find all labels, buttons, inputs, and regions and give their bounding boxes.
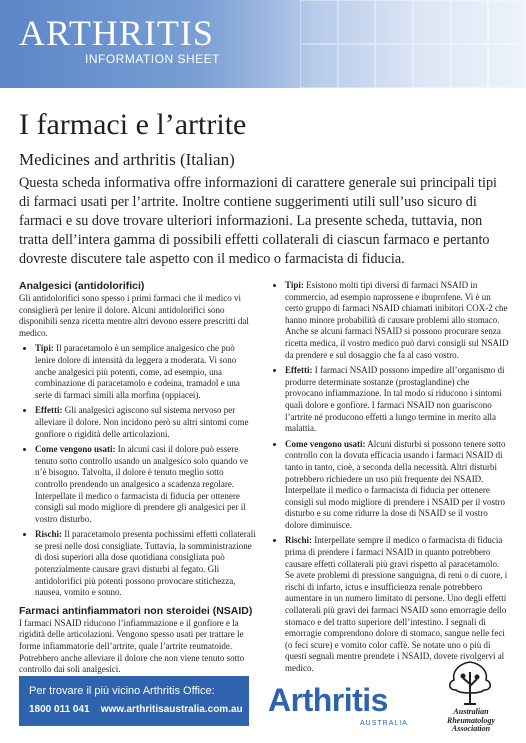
list-item: • Effetti: I farmaci NSAID possono impedire all’organismo di produrre determinate sostanze (prostaglandine) che provocano infiammazione. In tal modo si riducono i sintomi quali dolore e gonfiore. I farmaci NSAID non guariscono l’artrite né producono effetti a lungo termine in merito alla malattia. bbox=[285, 365, 509, 435]
list-item: • Tipi: Il paracetamolo è un semplice analgesico che può lenire dolore di intensità da leggera a moderata. Vi sono anche analgesici più potenti, come, ad esempio, una combinazione di paracetamolo e codeina, tramadol e una serie di farmaci simili alla morfina (oppiacei). bbox=[35, 343, 257, 401]
right-column bbox=[269, 280, 509, 681]
list-item: • Effetti: Gli analgesici agiscono sul sistema nervoso per alleviare il dolore. Non incidono però su altri sintomi come gonfiore o rigidità delle articolazioni. bbox=[35, 405, 257, 440]
tree-figure-icon bbox=[430, 658, 510, 708]
intro-paragraph: Questa scheda informativa offre informazioni di carattere generale sui principali tipi di farmaci usati per l’artrite. Inoltre contiene suggerimenti utili sull’uso sicuro di farmaci e su dove trovare ulteriori informazioni. La presente scheda, tuttavia, non tratta dell’intera gamma di possibili effetti collaterali di ciascun farmaco e pertanto dovreste discutere tale aspetto con il medico o farmacista di fiducia. bbox=[19, 175, 497, 267]
sheet-label: INFORMATION SHEET bbox=[85, 52, 220, 66]
left-column bbox=[19, 280, 257, 680]
arthritis-australia-logo bbox=[268, 682, 408, 732]
list-item: • Come vengono usati: In alcuni casi il dolore può essere tenuto sotto controllo usando un analgesico solo quando ve n’è bisogno. Talvolta, il dolore è tenuto meglio sotto controllo prendendo un analgesico a scadenza regolare. Interpellate il medico o farmacista di fiducia per ottenere consigli sul modo migliore di prendere gli analgesici per il vostro disturbo. bbox=[35, 444, 257, 525]
section-heading-nsaid: Farmaci antinfiammatori non steroidei (NSAID) bbox=[19, 604, 253, 617]
banner-tile-pattern bbox=[300, 0, 526, 88]
analgesics-bullets bbox=[19, 343, 257, 598]
logo-word: Arthritis bbox=[268, 682, 388, 718]
list-item: • Tipi: Esistono molti tipi diversi di farmaci NSAID in commercio, ad esempio naprossene e ibuprofene. Vi è un certo gruppo di farmaci NSAID chiamati inibitori COX-2 che hanno minore probabilità di causare problemi allo stomaco. Anche se alcuni farmaci NSAID si possono procurare senza ricetta medica, il vostro medico può darvi consigli sul NSAID da prendere e sul dosaggio che fa al caso vostro. bbox=[285, 280, 509, 361]
nsaid-intro: I farmaci NSAID riducono l’infiammazione e il gonfiore e la rigidità delle articolazioni. Vengono spesso usati per trattare le forme infiammatorie dell’artrite, quale l’artrite reumatoide. Potrebbero anche alleviare il dolore che non viene tenuto sotto controllo dai soli analgesici. bbox=[19, 617, 245, 675]
list-item: • Rischi: Interpellate sempre il medico o farmacista di fiducia prima di prendere i farmaci NSAID in quanto potrebbero causare effetti collaterali più gravi rispetto al paracetamolo. Se avete problemi di pressione sanguigna, di reni o di cuore, i rischi di infarto, ictus e insufficienza renale potrebbero aumentare in un numero limitato di persone. Uno degli effetti collaterali più gravi dei farmaci NSAID sono emorragie dello stomaco e del tratto superiore dell’intestino. I segnali di emorragie comprendono dolore di stomaco, sangue nelle feci (o feci scure) e vomito color caffè. Se notate uno o più di questi segnali mentre prendete i NSAID, dovete rivolgervi al medico. bbox=[285, 535, 509, 674]
logo-sub: AUSTRALIA bbox=[360, 720, 408, 727]
office-info-box bbox=[19, 676, 249, 726]
page-subtitle: Medicines and arthritis (Italian) bbox=[19, 150, 235, 169]
header-banner bbox=[0, 0, 526, 88]
office-prompt: Per trovare il più vicino Arthritis Office: bbox=[29, 685, 215, 697]
list-item: • Come vengono usati: Alcuni disturbi si possono tenere sotto controllo con la dovuta efficacia usando i farmaci NSAID di tanto in tanto, cioè, a seconda della necessità. Altri disturbi potrebbero richiedere un uso più frequente dei NSAID. Interpellate il medico o farmacista di fiducia per ottenere consigli sul modo migliore di prendere i NSAID per il vostro disturbo e su come ridurre la dose di NSAID se il vostro dolore diminuisce. bbox=[285, 439, 509, 532]
page-title: I farmaci e l’artrite bbox=[19, 108, 247, 141]
list-item: • Rischi: Il paracetamolo presenta pochissimi effetti collaterali se presi nelle dosi consigliate. Tuttavia, la somministrazione di dosi superiori alla dose quotidiana consigliata può potenzialmente causare gravi disturbi al fegato. Gli antidolorifici più potenti possono provocare stitichezza, nausea, vomito e sonno. bbox=[35, 529, 257, 599]
office-contact bbox=[29, 704, 243, 715]
analgesics-intro: Gli antidolorifici sono spesso i primi farmaci che il medico vi consiglierà per lenire il dolore. Alcuni antidolorifici sono disponibili senza ricetta mentre altri devono essere prescritti dal medico. bbox=[19, 293, 249, 338]
ara-logo bbox=[430, 658, 510, 738]
nsaid-bullets bbox=[269, 280, 509, 675]
ara-name: Australian Rheumatology Association bbox=[446, 707, 495, 733]
section-heading-analgesics: Analgesici (antidolorifici) bbox=[19, 280, 145, 292]
phone-number: 1800 011 041 bbox=[29, 704, 90, 715]
brand-title: ARTHRITIS bbox=[19, 13, 214, 53]
website-link[interactable]: www.arthritisaustralia.com.au bbox=[100, 704, 243, 715]
